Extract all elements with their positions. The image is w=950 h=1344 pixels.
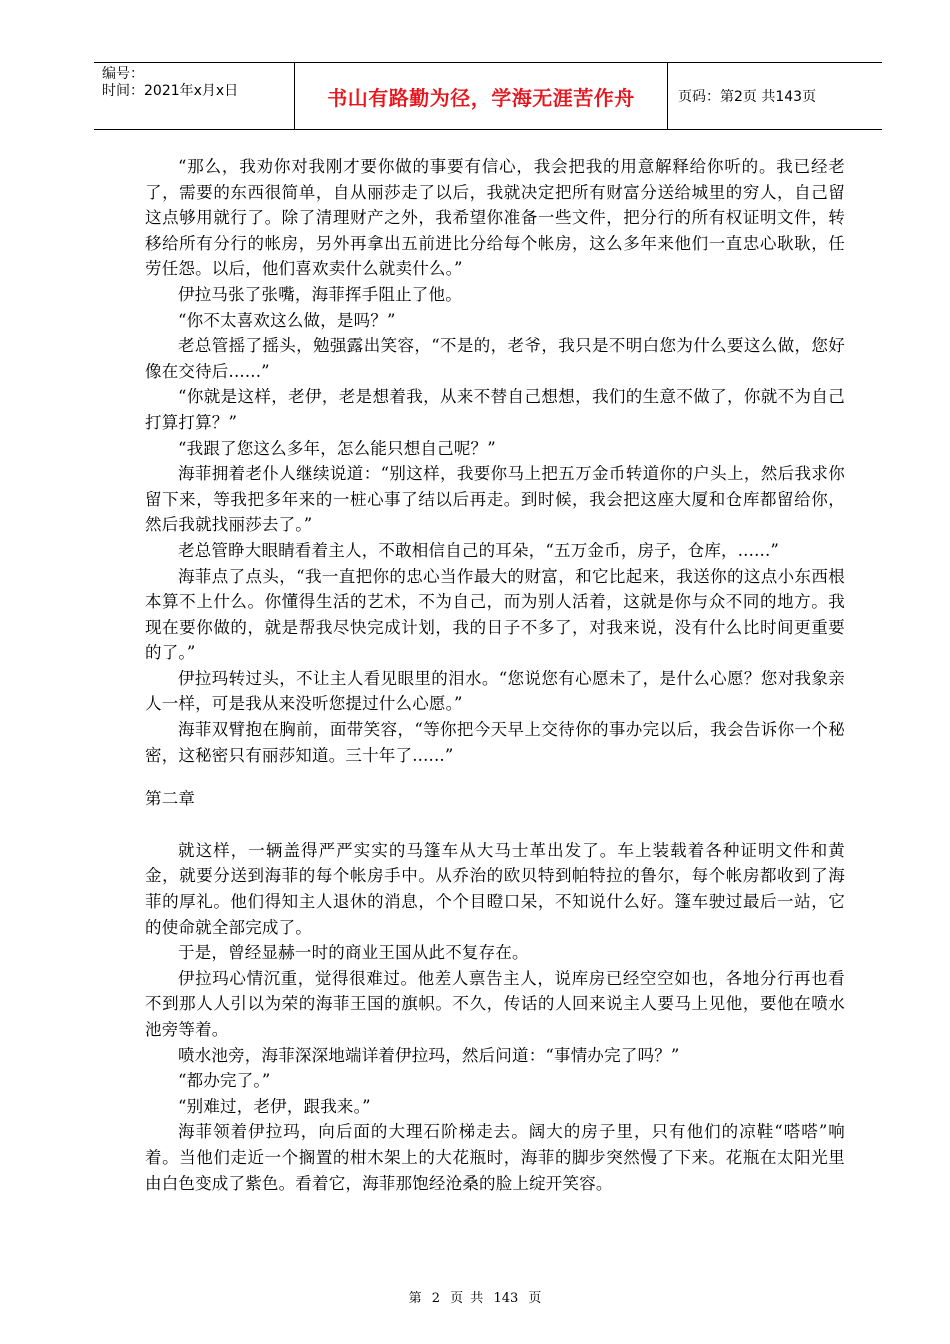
paragraph: 就这样，一辆盖得严严实实的马篷车从大马士革出发了。车上装载着各种证明文件和黄金，就要分送到海菲的每个帐房手中。从乔治的欧贝特到帕特拉的鲁尔，每个帐房都收到了海菲的厚礼。他们得知主人退休的消息，个个目瞪口呆，不知说什么好。篷车驶过最后一站，它的使命就全部完成了。 xyxy=(145,840,845,937)
paragraph: “都办完了。” xyxy=(178,1071,271,1091)
header-motto: 书山有路勤为径，学海无涯苦作舟 xyxy=(295,63,668,129)
paragraph: “别难过，老伊，跟我来。” xyxy=(178,1096,371,1116)
paragraph: 海菲点了点头，“我一直把你的忠心当作最大的财富，和它比起来，我送你的这点小东西根本算不上什么。你懂得生活的艺术，不为自己，而为别人活着，这就是你与众不同的地方。我现在要你做的，就是帮我尽快完成计划，我的日子不多了，对我来说，没有什么比时间更重要的了。” xyxy=(145,566,845,663)
footer-middle: 页 共 xyxy=(450,1291,484,1306)
footer-total-pages: 143 xyxy=(493,1291,519,1306)
paragraph: “你不太喜欢这么做，是吗？” xyxy=(178,310,396,330)
footer-suffix: 页 xyxy=(528,1291,542,1306)
paragraph: 海菲拥着老仆人继续说道：“别这样，我要你马上把五万金币转道你的户头上，然后我求你留下来，等我把多年来的一桩心事了结以后再走。到时候，我会把这座大厦和仓库都留给你，然后我就找丽莎去了。” xyxy=(145,464,845,535)
paragraph: 伊拉马张了张嘴，海菲挥手阻止了他。 xyxy=(178,284,462,304)
paragraph: 海菲领着伊拉玛，向后面的大理石阶梯走去。阔大的房子里，只有他们的凉鞋“嗒嗒”响着。当他们走近一个搁置的柑木架上的大花瓶时，海菲的脚步突然慢了下来。花瓶在太阳光里由白色变成了紫色。看着它，海菲那饱经沧桑的脸上绽开笑容。 xyxy=(145,1122,845,1193)
document-body xyxy=(145,154,845,1196)
paragraph: 伊拉玛转过头，不让主人看见眼里的泪水。“您说您有心愿未了，是什么心愿？您对我象亲人一样，可是我从来没听您提过什么心愿。” xyxy=(145,668,845,714)
header-meta xyxy=(94,63,295,129)
document-number-label: 编号： xyxy=(102,66,144,82)
chapter-title: 第二章 xyxy=(145,789,196,809)
header-page-info: 页码：第2页 共143页 xyxy=(678,89,817,105)
footer-page-number: 2 xyxy=(431,1291,441,1306)
paragraph: “那么，我劝你对我刚才要你做的事要有信心，我会把我的用意解释给你听的。我已经老了，需要的东西很简单，自从丽莎走了以后，我就决定把所有财富分送给城里的穷人，自己留这点够用就行了。除了清理财产之外，我希望你准备一些文件，把分行的所有权证明文件，转移给所有分行的帐房，另外再拿出五前进比分给每个帐房，这么多年来他们一直忠心耿耿，任劳任怨。以后，他们喜欢卖什么就卖什么。” xyxy=(145,157,845,279)
page-footer xyxy=(0,1287,950,1306)
paragraph: “我跟了您这么多年，怎么能只想自己呢？” xyxy=(178,438,496,458)
paragraph: 伊拉玛心情沉重，觉得很难过。他差人禀告主人，说库房已经空空如也，各地分行再也看不到那人人引以为荣的海菲王国的旗帜。不久，传话的人回来说主人要马上见他，要他在喷水池旁等着。 xyxy=(145,968,845,1039)
paragraph: 老总管摇了摇头，勉强露出笑容，“不是的，老爷，我只是不明白您为什么要这么做，您好像在交待后......” xyxy=(145,336,845,381)
paragraph: “你就是这样，老伊，老是想着我，从来不替自己想想，我们的生意不做了，你就不为自己打算打算？” xyxy=(145,387,845,432)
document-time-label: 时间：2021年x月x日 xyxy=(102,83,239,99)
footer-prefix: 第 xyxy=(408,1291,422,1306)
page-header xyxy=(94,62,882,130)
paragraph: 于是，曾经显赫一时的商业王国从此不复存在。 xyxy=(178,943,529,963)
paragraph: 海菲双臂抱在胸前，面带笑容，“等你把今天早上交待你的事办完以后，我会告诉你一个秘密，这秘密只有丽莎知道。三十年了......” xyxy=(145,720,845,765)
paragraph: 老总管睁大眼睛看着主人，不敢相信自己的耳朵，“五万金币，房子，仓库，......” xyxy=(178,540,780,560)
paragraph: 喷水池旁，海菲深深地端详着伊拉玛，然后问道：“事情办完了吗？” xyxy=(178,1045,680,1065)
